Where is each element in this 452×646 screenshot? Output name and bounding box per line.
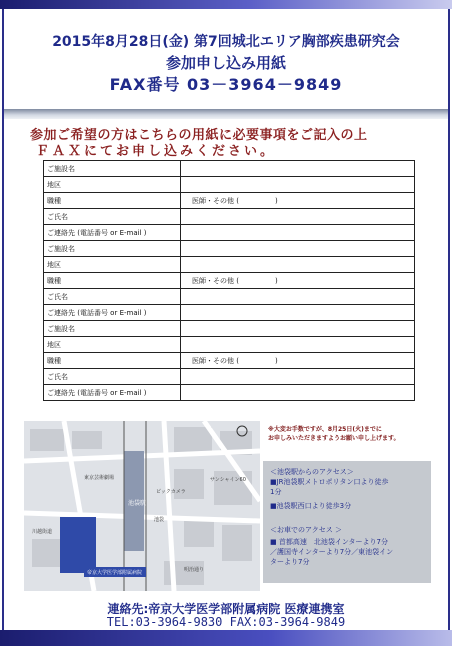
map-label: サンシャイン60 — [210, 477, 246, 483]
table-row — [44, 289, 415, 305]
table-row — [44, 385, 415, 401]
instruction-line-2: ＦＡＸにてお申し込みください。 — [36, 144, 277, 159]
role-close: ) — [274, 356, 278, 365]
area-label: 地区 — [44, 257, 181, 273]
table-row — [44, 321, 415, 337]
name-label: ご氏名 — [44, 209, 181, 225]
contact-label: ご連絡先 (電話番号 or E-mail ) — [44, 225, 181, 241]
top-banner-bar — [0, 0, 452, 9]
area-field[interactable] — [181, 257, 415, 273]
car-route-a: ■ 首都高速 北池袋インターより7分 — [270, 538, 389, 546]
facility-field[interactable] — [181, 321, 415, 337]
car-route-b: ／護国寺インターより7分／東池袋イン — [270, 548, 394, 556]
map-label: ビックカメラ — [156, 489, 186, 495]
area-label: 地区 — [44, 177, 181, 193]
event-title: 2015年8月28日(金) 第7回城北エリア胸部疾患研究会 — [52, 34, 400, 50]
instruction-line-1: 参加ご希望の方はこちらの用紙に必要事項をご記入の上 — [30, 128, 368, 143]
car-route-c: ターより7分 — [270, 558, 310, 566]
facility-label: ご施設名 — [44, 321, 181, 337]
role-options: 医師・その他 ( — [192, 276, 239, 285]
area-field[interactable] — [181, 177, 415, 193]
table-row — [44, 177, 415, 193]
hospital-building — [60, 517, 96, 573]
table-row — [44, 209, 415, 225]
map-drawing — [24, 421, 260, 591]
station-label: 池袋駅 — [128, 500, 147, 507]
contact-line: 連絡先:帝京大学医学部附属病院 医療連携室 — [107, 602, 345, 616]
facility-label: ご施設名 — [44, 161, 181, 177]
profession-field[interactable] — [181, 273, 415, 289]
contact-label: ご連絡先 (電話番号 or E-mail ) — [44, 385, 181, 401]
access-map — [24, 421, 260, 591]
table-row — [44, 369, 415, 385]
notice-line-2: お申しみいただきますようお願い申し上げます。 — [268, 435, 400, 442]
profession-field[interactable] — [181, 193, 415, 209]
role-close: ) — [274, 276, 278, 285]
table-row — [44, 225, 415, 241]
registration-form-table — [43, 160, 415, 401]
station-route-2: ■池袋駅西口より徒歩3分 — [270, 502, 352, 510]
profession-label: 職種 — [44, 193, 181, 209]
station-route-1b: 1分 — [270, 488, 282, 496]
name-field[interactable] — [181, 289, 415, 305]
role-options: 医師・その他 ( — [192, 356, 239, 365]
table-row — [44, 305, 415, 321]
table-row — [44, 193, 415, 209]
area-field[interactable] — [181, 337, 415, 353]
contact-label: ご連絡先 (電話番号 or E-mail ) — [44, 305, 181, 321]
table-row — [44, 241, 415, 257]
map-label: 川越街道 — [32, 529, 53, 535]
table-row — [44, 257, 415, 273]
map-label: 池袋 — [154, 517, 165, 523]
table-row — [44, 273, 415, 289]
map-label: 東京芸術劇場 — [84, 475, 115, 481]
name-field[interactable] — [181, 369, 415, 385]
access-info-box — [263, 461, 431, 583]
name-label: ご氏名 — [44, 289, 181, 305]
header-divider — [4, 109, 448, 119]
document-header — [4, 9, 448, 109]
car-access-heading: ＜お車でのアクセス ＞ — [270, 526, 343, 534]
profession-label: 職種 — [44, 273, 181, 289]
contact-field[interactable] — [181, 385, 415, 401]
contact-field[interactable] — [181, 305, 415, 321]
profession-field[interactable] — [181, 353, 415, 369]
facility-label: ご施設名 — [44, 241, 181, 257]
hospital-caption: 帝京大学医学部附属病院 — [87, 570, 143, 576]
station-access-heading: ＜池袋駅からのアクセス＞ — [270, 468, 354, 476]
profession-label: 職種 — [44, 353, 181, 369]
station-route-1a: ■JR池袋駅メトロポリタン口より徒歩 — [270, 478, 389, 486]
table-row — [44, 353, 415, 369]
table-row — [44, 161, 415, 177]
bottom-banner-bar — [0, 630, 452, 646]
facility-field[interactable] — [181, 241, 415, 257]
fax-number: FAX番号 03－3964－9849 — [109, 75, 343, 94]
map-label: 明治通り — [184, 567, 205, 573]
notice-line-1: ※大変お手数ですが、8月25日(火)までに — [268, 426, 382, 433]
deadline-notice — [268, 425, 444, 443]
form-title: 参加申し込み用紙 — [165, 54, 286, 72]
name-label: ご氏名 — [44, 369, 181, 385]
contact-field[interactable] — [181, 225, 415, 241]
role-close: ) — [274, 196, 278, 205]
role-options: 医師・その他 ( — [192, 196, 239, 205]
right-border — [448, 9, 450, 630]
table-row — [44, 337, 415, 353]
name-field[interactable] — [181, 209, 415, 225]
facility-field[interactable] — [181, 161, 415, 177]
area-label: 地区 — [44, 337, 181, 353]
phone-line: TEL:03-3964-9830 FAX:03-3964-9849 — [106, 615, 346, 629]
